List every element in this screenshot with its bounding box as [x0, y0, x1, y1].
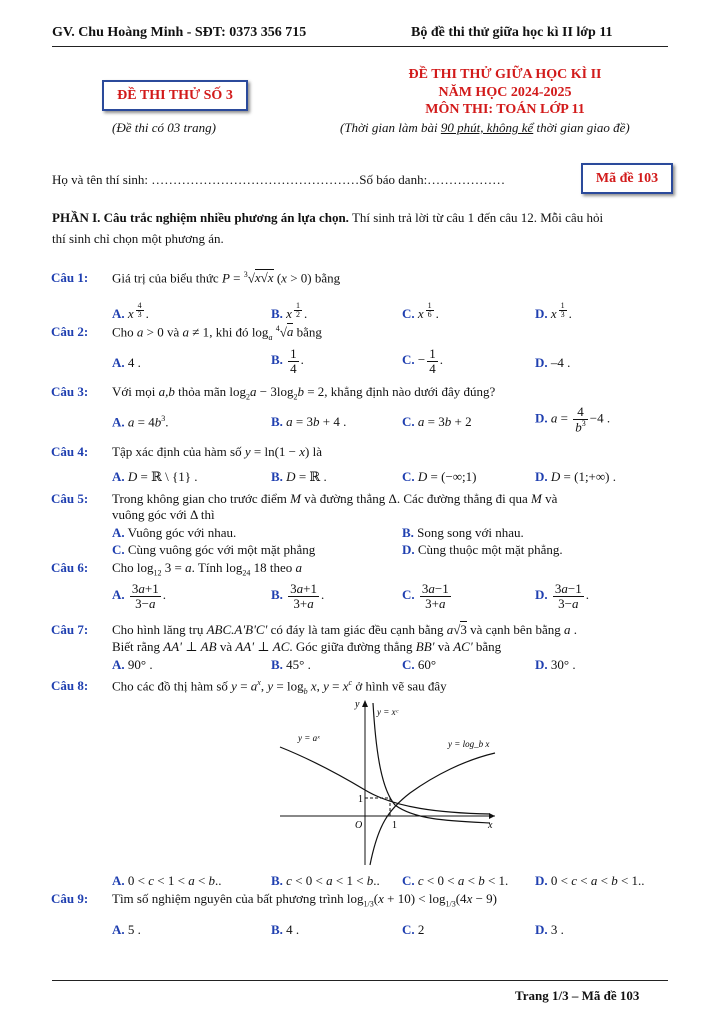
q2-option-b[interactable]: B. $\frac{1}{4}$ . — [271, 346, 304, 376]
tick-label-y1: 1 — [358, 794, 363, 805]
q3-text: Với mọi a,b thỏa mãn $\log_2a - 3\log_2b = 2$, khẳng định nào dưới đây đúng? — [112, 384, 496, 402]
q5-line1: Trong không gian cho trước điểm M và đường thẳng Δ. Các đường thẳng đi qua M và — [112, 491, 558, 506]
label-exponential: y = aˣ — [298, 733, 320, 743]
axis-label-x: x — [488, 820, 493, 831]
label-power: y = xᶜ — [377, 707, 398, 717]
exam-number-badge: ĐỀ THI THỬ SỐ 3 — [102, 80, 248, 111]
footer-rule — [52, 980, 668, 981]
q1-text: Giá trị của biểu thức P = $^3$√x√x (x > 0) bằng — [112, 270, 341, 286]
q8-option-b[interactable]: B. c < 0 < a < 1 < b.. — [271, 873, 380, 888]
page-footer: Trang 1/3 – Mã đề 103 — [515, 988, 640, 1003]
part1-line1: PHẦN I. Câu trắc nghiệm nhiều phương án lựa chọn. Thí sinh trả lời từ câu 1 đến câu 12. Mỗi câu hỏi — [52, 210, 604, 225]
header-right: Bộ đề thi thử giữa học kì II lớp 11 — [411, 25, 613, 40]
curve-exponential — [280, 747, 490, 814]
part1-line2: thí sinh chỉ chọn một phương án. — [52, 231, 224, 246]
subject: MÔN THI: TOÁN LỚP 11 — [425, 102, 585, 117]
tick-label-x1: 1 — [392, 820, 397, 831]
pages-note: (Đề thi có 03 trang) — [112, 120, 216, 135]
q2-option-c[interactable]: C. − $\frac{1}{4}$ . — [402, 346, 443, 376]
q8-option-a[interactable]: A. 0 < c < 1 < a < b.. — [112, 873, 222, 888]
q7-option-b[interactable]: B. 45° . — [271, 657, 311, 672]
q6-text: Cho $\log_{12} 3 = a$. Tính $\log_{24} 18$ theo a — [112, 560, 302, 578]
q4-text: Tập xác định của hàm số y = ln(1 − x) là — [112, 444, 322, 459]
q5-line2: vuông góc với Δ thì — [112, 507, 215, 522]
q7-option-d[interactable]: D. 30° . — [535, 657, 576, 672]
q8-number: Câu 8: — [51, 678, 89, 693]
q5-number: Câu 5: — [51, 491, 89, 506]
q5-option-d[interactable]: D. Cùng thuộc một mặt phẳng. — [402, 542, 563, 557]
q9-text: Tìm số nghiệm nguyên của bất phương trình $\log_{1/3}(x + 10) < \log_{1/3}(4x - 9)$ — [112, 891, 498, 909]
q9-option-c[interactable]: C. 2 — [402, 922, 425, 937]
q2-option-d[interactable]: D. –4 . — [535, 355, 571, 370]
header-left: GV. Chu Hoàng Minh - SĐT: 0373 356 715 — [52, 25, 307, 40]
q6-option-b[interactable]: B. $\frac{3a+1}{3+a}$ . — [271, 581, 325, 611]
label-log: y = log_b x — [448, 739, 490, 749]
q7-number: Câu 7: — [51, 622, 89, 637]
q4-option-c[interactable]: C. D = (−∞;1) — [402, 469, 477, 484]
axis-label-y: y — [355, 699, 360, 710]
q9-number: Câu 9: — [51, 891, 89, 906]
origin-label: O — [355, 820, 363, 831]
q1-option-c[interactable]: C. x $^{\frac{1}{6}}$ . — [402, 301, 439, 322]
q8-option-d[interactable]: D. 0 < c < a < b < 1.. — [535, 873, 645, 888]
school-year: NĂM HỌC 2024-2025 — [438, 85, 572, 100]
q6-option-a[interactable]: A. $\frac{3a+1}{3-a}$ . — [112, 581, 166, 611]
q7-option-a[interactable]: A. 90° . — [112, 657, 153, 672]
function-graphs-figure — [270, 695, 500, 870]
q3-option-a[interactable]: A. $a = 4b^3$. — [112, 414, 169, 430]
q7-line2: Biết rằng AA' ⊥ AB và AA' ⊥ AC. Góc giữa đường thẳng BB' và AC' bằng — [112, 639, 502, 654]
q1-option-d[interactable]: D. x $^{\frac{1}{3}}$ . — [535, 301, 572, 322]
q5-option-a[interactable]: A. Vuông góc với nhau. — [112, 525, 237, 540]
q3-option-b[interactable]: B. a = 3b + 4 . — [271, 414, 347, 429]
student-name-field: Họ và tên thí sinh: …………………………………………Số báo danh:……………… — [52, 172, 506, 187]
q4-option-a[interactable]: A. D = ℝ \ {1} . — [112, 469, 198, 484]
q9-option-b[interactable]: B. 4 . — [271, 922, 300, 937]
q8-text: Cho các đồ thị hàm số $y = a^x$, $y = \log_b x$, $y = x^c$ ở hình vẽ sau đây — [112, 678, 447, 696]
q4-option-d[interactable]: D. D = (1;+∞) . — [535, 469, 616, 484]
exam-title: ĐỀ THI THỬ GIỮA HỌC KÌ II — [408, 67, 602, 82]
q1-option-a[interactable]: A. x $^{\frac{4}{3}}$ . — [112, 301, 149, 322]
q4-number: Câu 4: — [51, 444, 89, 459]
q6-option-d[interactable]: D. $\frac{3a-1}{3-a}$ . — [535, 581, 589, 611]
q1-option-b[interactable]: B. x $^{\frac{1}{2}}$ . — [271, 301, 308, 322]
q6-number: Câu 6: — [51, 560, 89, 575]
q9-option-a[interactable]: A. 5 . — [112, 922, 141, 937]
q7-line1: Cho hình lăng trụ ABC.A'B'C' có đáy là tam giác đều cạnh bằng a√3 và cạnh bên bằng a . — [112, 622, 577, 637]
y-axis-arrow — [362, 700, 368, 707]
curve-log — [370, 753, 495, 865]
q5-option-c[interactable]: C. Cùng vuông góc với một mặt phẳng — [112, 542, 316, 557]
q9-option-d[interactable]: D. 3 . — [535, 922, 564, 937]
curve-power — [373, 703, 490, 823]
time-note: (Thời gian làm bài 90 phút, không kể thời gian giao đề) — [340, 120, 630, 135]
header-rule — [52, 46, 668, 47]
q3-number: Câu 3: — [51, 384, 89, 399]
q3-option-d[interactable]: D. a = $\frac{4}{b^3}$ −4 . — [535, 404, 611, 434]
q2-option-a[interactable]: A. 4 . — [112, 355, 141, 370]
q2-text: Cho a > 0 và a ≠ 1, khi đó $\log_a ^4√a$ bằng — [112, 324, 322, 342]
q3-option-c[interactable]: C. a = 3b + 2 — [402, 414, 472, 429]
q7-option-c[interactable]: C. 60° — [402, 657, 437, 672]
q2-number: Câu 2: — [51, 324, 89, 339]
q1-number: Câu 1: — [51, 270, 89, 285]
q4-option-b[interactable]: B. D = ℝ . — [271, 469, 327, 484]
q6-option-c[interactable]: C. $\frac{3a-1}{3+a}$ — [402, 581, 449, 611]
q8-option-c[interactable]: C. c < 0 < a < b < 1. — [402, 873, 509, 888]
q5-option-b[interactable]: B. Song song với nhau. — [402, 525, 524, 540]
exam-code-badge: Mã đề 103 — [581, 163, 673, 194]
